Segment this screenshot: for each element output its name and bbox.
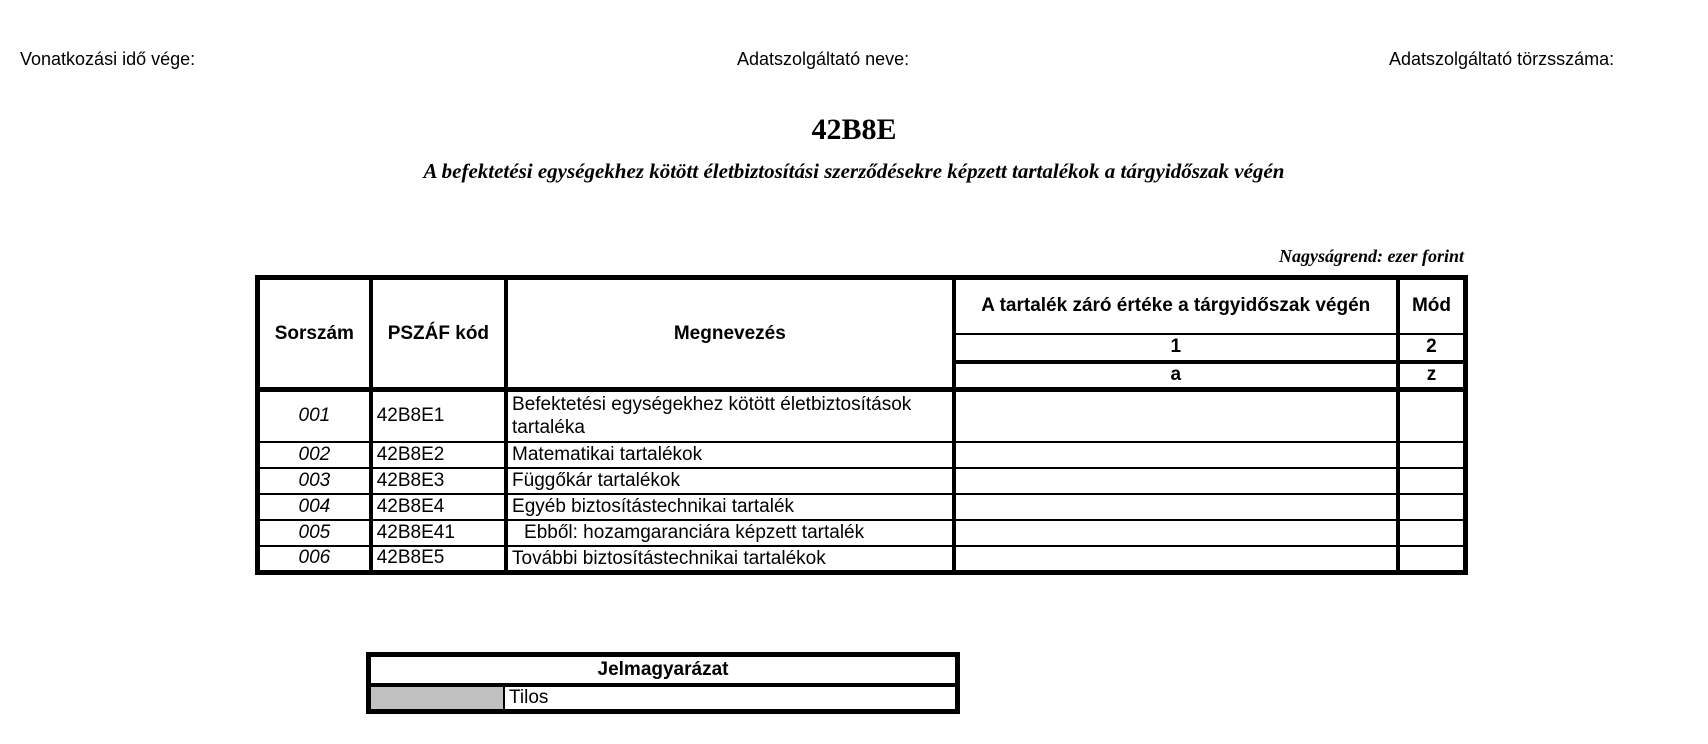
header-column-letter-a: a	[954, 362, 1398, 390]
row-name: Befektetési egységekhez kötött életbiztosítások tartaléka	[506, 390, 954, 442]
row-name: Ebből: hozamgaranciára képzett tartalék	[506, 520, 954, 546]
table-row	[258, 520, 1466, 546]
table-code-title: 42B8E	[811, 113, 897, 146]
row-code: 42B8E1	[371, 390, 506, 442]
header-mod: Mód	[1398, 278, 1466, 334]
table-row	[258, 546, 1466, 573]
header-column-number-1: 1	[954, 334, 1398, 362]
row-sorszam: 001	[258, 390, 371, 442]
provider-registration-number-label: Adatszolgáltató törzsszáma:	[1389, 49, 1615, 69]
row-mod-cell[interactable]	[1398, 520, 1466, 546]
row-mod-cell[interactable]	[1398, 468, 1466, 494]
table-row	[258, 494, 1466, 520]
row-name: További biztosítástechnikai tartalékok	[506, 546, 954, 573]
reserves-table	[255, 275, 1468, 575]
row-sorszam: 003	[258, 468, 371, 494]
legend-title: Jelmagyarázat	[369, 655, 958, 686]
row-value-cell[interactable]	[954, 390, 1398, 442]
row-value-cell[interactable]	[954, 494, 1398, 520]
header-column-letter-z: z	[1398, 362, 1466, 390]
table-row	[258, 442, 1466, 468]
row-name: Matematikai tartalékok	[506, 442, 954, 468]
row-sorszam: 006	[258, 546, 371, 573]
row-mod-cell[interactable]	[1398, 546, 1466, 573]
row-value-cell[interactable]	[954, 520, 1398, 546]
row-code: 42B8E3	[371, 468, 506, 494]
row-sorszam: 002	[258, 442, 371, 468]
row-mod-cell[interactable]	[1398, 442, 1466, 468]
row-value-cell[interactable]	[954, 442, 1398, 468]
legend-forbidden-swatch	[369, 685, 505, 712]
row-name: Egyéb biztosítástechnikai tartalék	[506, 494, 954, 520]
provider-name-label: Adatszolgáltató neve:	[737, 49, 910, 69]
legend-forbidden-label: Tilos	[504, 685, 958, 712]
header-megnevezes: Megnevezés	[506, 278, 954, 390]
row-value-cell[interactable]	[954, 546, 1398, 573]
row-code: 42B8E5	[371, 546, 506, 573]
row-sorszam: 004	[258, 494, 371, 520]
header-column-number-2: 2	[1398, 334, 1466, 362]
header-sorszam: Sorszám	[258, 278, 371, 390]
unit-of-measure: Nagyságrend: ezer forint	[1279, 246, 1464, 266]
legend-table	[366, 652, 960, 714]
row-mod-cell[interactable]	[1398, 494, 1466, 520]
row-sorszam: 005	[258, 520, 371, 546]
row-code: 42B8E2	[371, 442, 506, 468]
row-mod-cell[interactable]	[1398, 390, 1466, 442]
reference-period-end-label: Vonatkozási idő vége:	[20, 49, 196, 69]
table-row	[258, 468, 1466, 494]
row-code: 42B8E4	[371, 494, 506, 520]
table-row	[258, 390, 1466, 442]
row-code: 42B8E41	[371, 520, 506, 546]
header-closing-value: A tartalék záró értéke a tárgyidőszak végén	[954, 278, 1398, 334]
row-name: Függőkár tartalékok	[506, 468, 954, 494]
table-description-title: A befektetési egységekhez kötött életbiztosítási szerződésekre képzett tartalékok a tárgyidőszak végén	[423, 159, 1285, 183]
header-pszaf-kod: PSZÁF kód	[371, 278, 506, 390]
row-value-cell[interactable]	[954, 468, 1398, 494]
